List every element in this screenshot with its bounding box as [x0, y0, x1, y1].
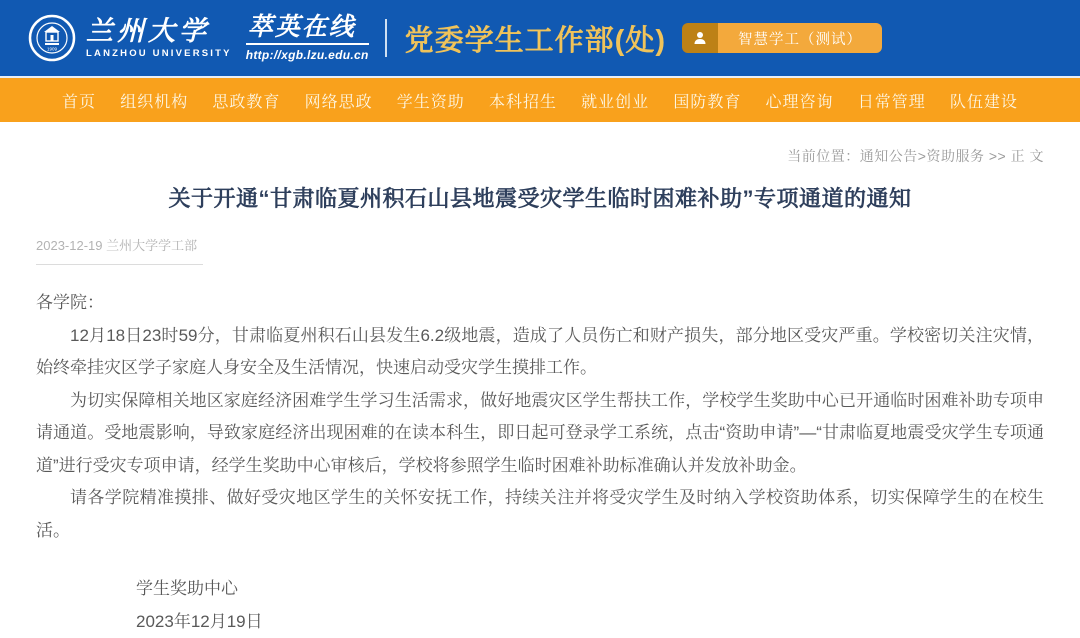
header-divider — [385, 19, 387, 57]
nav-item-organization[interactable]: 组织机构 — [120, 89, 188, 112]
user-icon — [682, 23, 718, 53]
smart-student-affairs-button-label: 智慧学工（测试） — [718, 23, 882, 53]
nav-item-psych-counseling[interactable]: 心理咨询 — [766, 89, 834, 112]
platform-name: 萃英在线 — [246, 14, 369, 45]
nav-item-online-ideology[interactable]: 网络思政 — [305, 89, 373, 112]
site-title: 党委学生工作部(处) — [405, 18, 666, 59]
breadcrumb-current: 正 文 — [1011, 148, 1044, 164]
university-name — [86, 17, 232, 59]
breadcrumb-label: 当前位置： — [787, 148, 860, 164]
breadcrumb — [36, 146, 1044, 166]
university-logo-icon[interactable] — [28, 14, 76, 62]
article-paragraph-2: 为切实保障相关地区家庭经济困难学生学习生活需求，做好地震灾区学生帮扶工作，学校学生奖助中心已开通临时困难补助专项申请通道。受地震影响，导致家庭经济出现困难的在读本科生，即日起可登录学工系统，点击“资助申请”—“甘肃临夏地震受灾学生专项通道”进行受灾专项申请，经学生奖助中心审核后，学校将参照学生临时困难补助标准确认并发放补助金。 — [36, 385, 1044, 483]
signature-block — [36, 573, 1044, 638]
article-page — [0, 146, 1080, 638]
platform-url: http://xgb.lzu.edu.cn — [246, 48, 369, 62]
article-salutation: 各学院： — [36, 287, 1044, 320]
brand-block — [28, 14, 666, 62]
nav-item-student-aid[interactable]: 学生资助 — [397, 89, 465, 112]
breadcrumb-separator2: >> — [989, 148, 1006, 164]
nav-item-team-building[interactable]: 队伍建设 — [950, 89, 1018, 112]
breadcrumb-link-aid-service[interactable]: 资助服务 — [926, 148, 984, 164]
nav-item-ideology-education[interactable]: 思政教育 — [212, 89, 280, 112]
article-title: 关于开通“甘肃临夏州积石山县地震受灾学生临时困难补助”专项通道的通知 — [36, 182, 1044, 213]
article-meta-wrap — [36, 235, 1044, 265]
signature-department: 学生奖助中心 — [136, 573, 1044, 606]
breadcrumb-link-notices[interactable]: 通知公告 — [860, 148, 918, 164]
signature-date: 2023年12月19日 — [136, 606, 1044, 638]
article-paragraph-1: 12月18日23时59分，甘肃临夏州积石山县发生6.2级地震，造成了人员伤亡和财产损失，部分地区受灾严重。学校密切关注灾情，始终牵挂灾区学子家庭人身安全及生活情况，快速启动受灾学生摸排工作。 — [36, 320, 1044, 385]
nav-item-home[interactable]: 首页 — [62, 89, 96, 112]
main-navigation — [0, 78, 1080, 122]
nav-item-employment[interactable]: 就业创业 — [581, 89, 649, 112]
nav-item-daily-management[interactable]: 日常管理 — [858, 89, 926, 112]
site-header — [0, 0, 1080, 78]
article-date-source: 2023-12-19 兰州大学学工部 — [36, 235, 203, 265]
university-name-zh: 兰州大学 — [86, 17, 232, 45]
breadcrumb-separator: > — [918, 148, 927, 164]
university-name-en: LANZHOU UNIVERSITY — [86, 48, 232, 59]
smart-student-affairs-button[interactable] — [682, 23, 882, 53]
nav-item-national-defense[interactable]: 国防教育 — [673, 89, 741, 112]
platform-block — [246, 14, 369, 62]
nav-item-undergrad-admissions[interactable]: 本科招生 — [489, 89, 557, 112]
article-body — [36, 287, 1044, 638]
svg-text:1909: 1909 — [47, 47, 58, 52]
article-paragraph-3: 请各学院精准摸排、做好受灾地区学生的关怀安抚工作，持续关注并将受灾学生及时纳入学校资助体系，切实保障学生的在校生活。 — [36, 482, 1044, 547]
